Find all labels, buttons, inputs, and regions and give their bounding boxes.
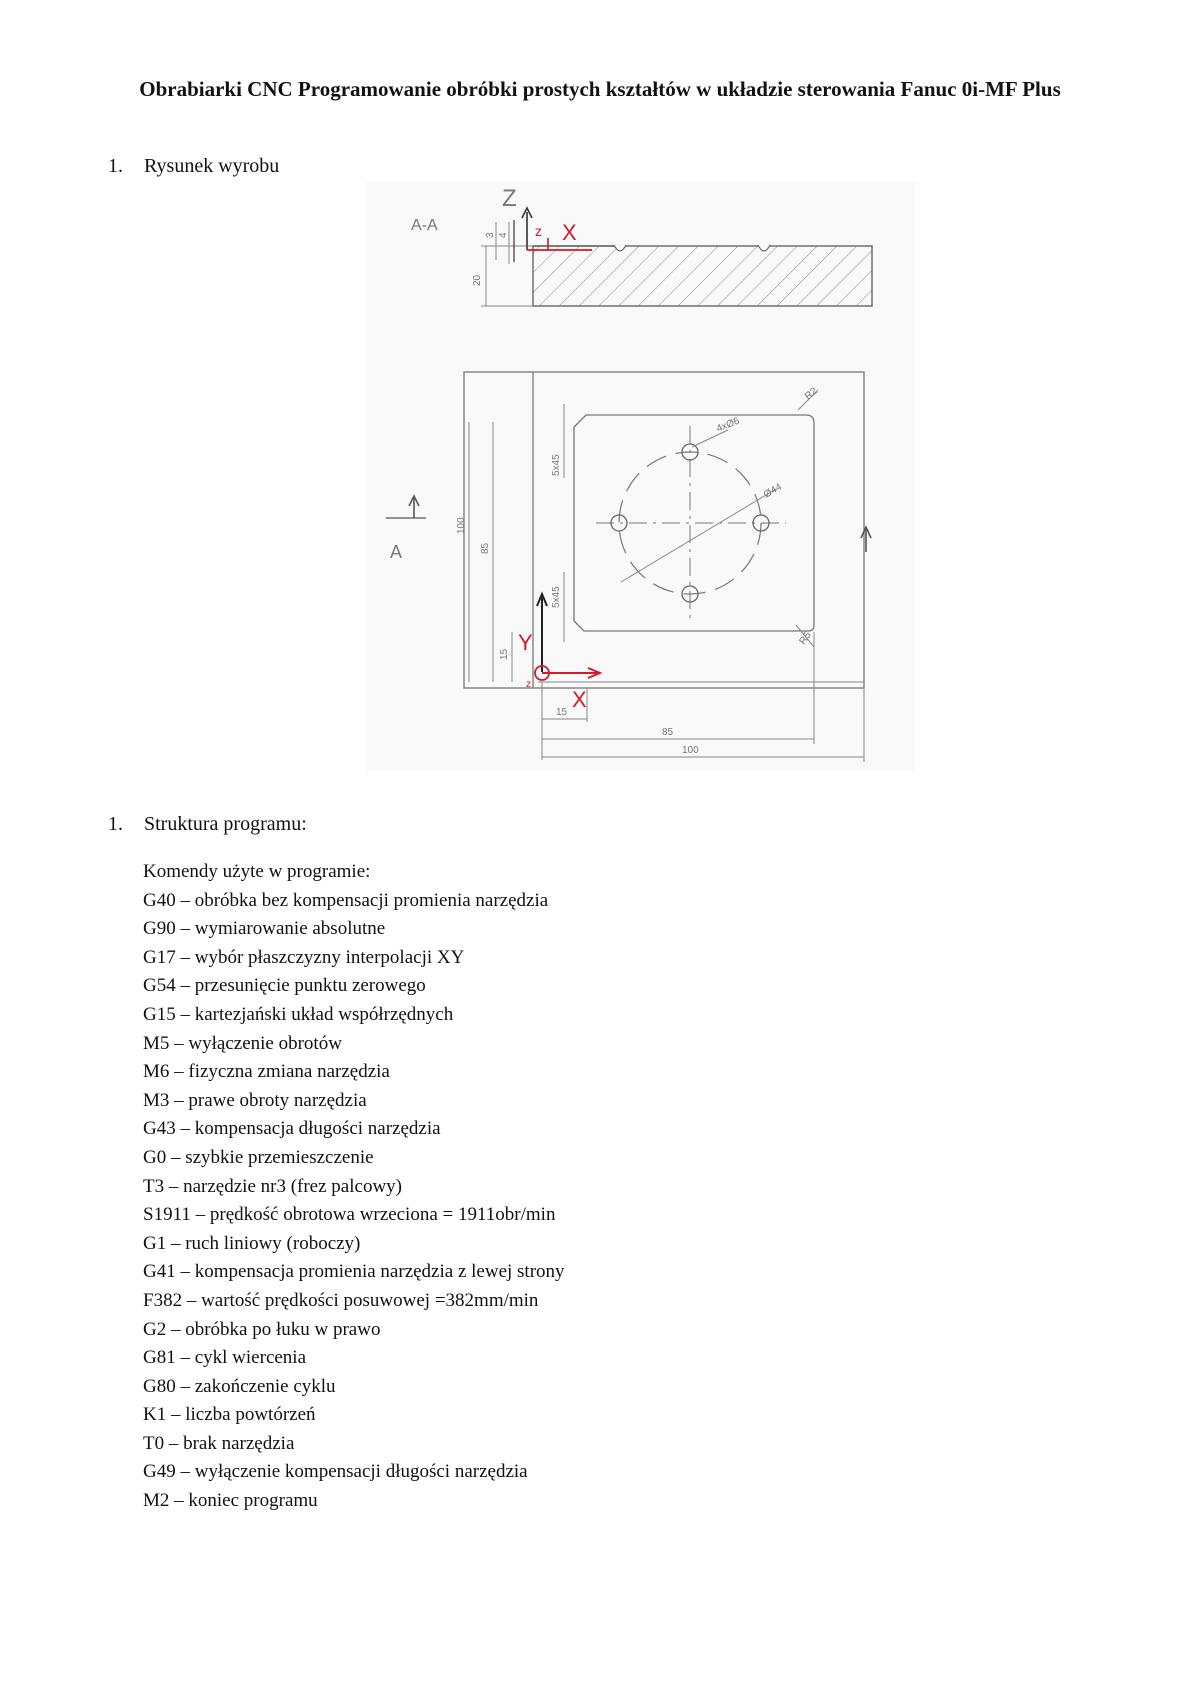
command-item: G2 – obróbka po łuku w prawo (143, 1318, 381, 1340)
command-item: M2 – koniec programu (143, 1490, 318, 1512)
x-axis-upper-label: X (562, 220, 577, 245)
section-marker-label: A (390, 542, 403, 562)
command-item: G15 – kartezjański układ współrzędnych (143, 1003, 454, 1025)
command-item: G43 – kompensacja długości narzędzia (143, 1118, 441, 1140)
dim-depth-4: 4 (498, 232, 509, 238)
dim-height-pocket: 85 (480, 542, 491, 554)
command-item: S1911 – prędkość obrotowa wrzeciona = 1911obr/min (143, 1204, 556, 1226)
dim-chamfer-bottom: 5x45 (551, 586, 562, 608)
command-item: G41 – kompensacja promienia narzędzia z lewej strony (143, 1261, 565, 1283)
section-number: 1. (108, 155, 123, 177)
command-item: K1 – liczba powtórzeń (143, 1404, 316, 1426)
document-title: Obrabiarki CNC Programowanie obróbki prostych kształtów w układzie sterowania Fanuc 0i-MF Plus (139, 77, 1061, 101)
commands-intro: Komendy użyte w programie: (143, 861, 371, 882)
command-item: G90 – wymiarowanie absolutne (143, 918, 386, 940)
technical-drawing (366, 182, 915, 771)
command-item: T3 – narzędzie nr3 (frez palcowy) (143, 1175, 402, 1197)
dim-depth-3: 3 (485, 232, 496, 238)
command-item: G1 – ruch liniowy (roboczy) (143, 1232, 361, 1254)
command-item: G0 – szybkie przemieszczenie (143, 1146, 374, 1168)
command-item: M3 – prawe obroty narzędzia (143, 1089, 367, 1111)
dim-width-pocket: 85 (662, 727, 674, 738)
z-axis-label: Z (502, 185, 517, 212)
y-axis-label: Y (518, 630, 533, 655)
dim-radius-top: R2 (802, 385, 820, 403)
command-item: M6 – fizyczna zmiana narzędzia (143, 1061, 390, 1083)
leader-circle (621, 489, 776, 582)
command-item: M5 – wyłączenie obrotów (143, 1032, 342, 1054)
x-axis-lower-label: X (572, 687, 587, 712)
section-number: 1. (108, 813, 123, 835)
dim-radius-bottom: R5 (797, 629, 814, 647)
dim-height-outer: 100 (456, 517, 467, 534)
command-item: G80 – zakończenie cyklu (143, 1375, 336, 1397)
command-item: F382 – wartość prędkości posuwowej =382mm/min (143, 1289, 539, 1311)
command-item: G49 – wyłączenie kompensacji długości narzędzia (143, 1461, 528, 1483)
z-axis-lower-label: z (535, 223, 542, 239)
dim-offset-y: 15 (499, 648, 510, 660)
section-heading: Rysunek wyrobu (144, 155, 280, 177)
section-drawing-heading (108, 155, 279, 178)
dim-chamfer-top: 5x45 (551, 454, 562, 476)
dim-thickness: 20 (472, 274, 483, 286)
command-item: G40 – obróbka bez kompensacji promienia narzędzia (143, 889, 549, 911)
command-item: G17 – wybór płaszczyzny interpolacji XY (143, 946, 465, 968)
section-heading: Struktura programu: (144, 813, 307, 835)
section-view-label: A-A (411, 217, 438, 234)
dim-holes: 4xØ6 (715, 415, 742, 435)
z-origin-label: z (526, 679, 531, 690)
section-program-heading (108, 813, 307, 836)
dim-width-outer: 100 (682, 745, 699, 756)
dim-offset-x: 15 (556, 707, 568, 718)
command-item: G54 – przesunięcie punktu zerowego (143, 975, 426, 997)
section-view-body (533, 246, 872, 306)
command-item: G81 – cykl wiercenia (143, 1347, 307, 1369)
commands-list (143, 858, 565, 1516)
command-item: T0 – brak narzędzia (143, 1432, 295, 1454)
dim-circle: Ø44 (762, 481, 784, 501)
